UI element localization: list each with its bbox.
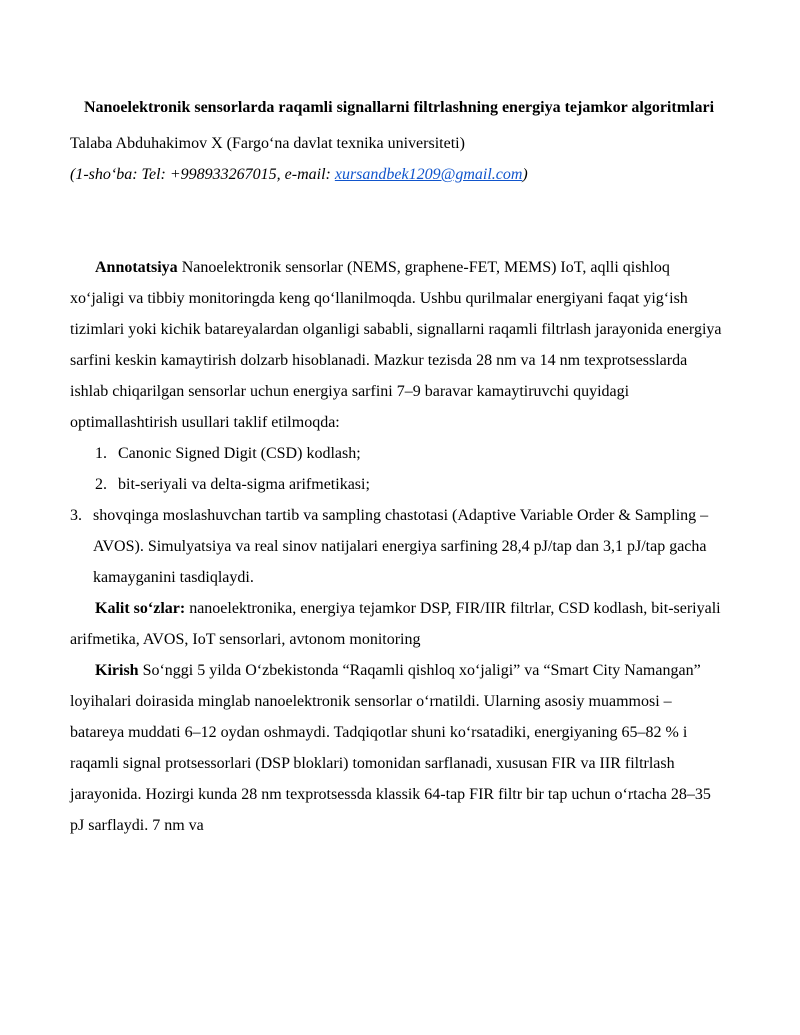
introduction-label: Kirish	[95, 662, 139, 679]
list-item-text: Canonic Signed Digit (CSD) kodlash;	[118, 445, 361, 462]
contact-prefix: (1-shoʻba: Tel: +998933267015, e-mail:	[70, 166, 335, 183]
annotation-text: Nanoelektronik sensorlar (NEMS, graphene-FET, MEMS) IoT, aqlli qishloq xoʻjaligi va tibbiy monitoringda keng qoʻllanilmoqda. Ushbu qurilmalar energiyani faqat yigʻish tizimlari yoki kichik batareyalardan olganligi sababli, signallarni raqamli filtrlash jarayonida energiya sarfini keskin kamaytirish dolzarb hisoblanadi. Mazkur tezisda 28 nm va 14 nm texprotsesslarda ishlab chiqarilgan sensorlar uchun energiya sarfini 7–9 baravar kamaytiruvchi quyidagi optimallashtirish usullari taklif etilmoqda:	[70, 259, 722, 431]
contact-suffix: )	[522, 166, 528, 183]
list-item	[95, 469, 728, 500]
keywords-paragraph	[70, 593, 728, 655]
list-item	[95, 438, 728, 469]
email-link[interactable]: xursandbek1209@gmail.com	[334, 166, 523, 183]
numbered-list	[70, 438, 728, 593]
list-item-number: 1.	[95, 445, 107, 462]
list-item-text: shovqinga moslashuvchan tartib va sampling chastotasi (Adaptive Variable Order & Sampling – AVOS). Simulyatsiya va real sinov natijalari energiya sarfining 28,4 pJ/tap dan 3,1 pJ/tap gacha kamayganini tasdiqlaydi.	[93, 507, 709, 586]
list-item-text: bit-seriyali va delta-sigma arifmetikasi;	[118, 476, 370, 493]
annotation-label: Annotatsiya	[95, 259, 178, 276]
contact-line	[70, 159, 728, 190]
keywords-label: Kalit soʻzlar:	[95, 600, 186, 617]
document-title: Nanoelektronik sensorlarda raqamli signallarni filtrlashning energiya tejamkor algoritmlari	[83, 99, 715, 116]
introduction-text: Soʻnggi 5 yilda Oʻzbekistonda “Raqamli qishloq xoʻjaligi” va “Smart City Namangan” loyihalari doirasida minglab nanoelektronik sensorlar oʻrnatildi. Ularning asosiy muammosi – batareya muddati 6–12 oydan oshmaydi. Tadqiqotlar shuni koʻrsatadiki, energiyaning 65–82 % i raqamli signal protsessorlari (DSP bloklari) tomonidan sarflanadi, xususan FIR va IIR filtrlash jarayonida. Hozirgi kunda 28 nm texprotsessda klassik 64-tap FIR filtr bir tap uchun oʻrtacha 28–35 pJ sarflaydi. 7 nm va	[70, 662, 711, 834]
author-line: Talaba Abduhakimov X (Fargoʻna davlat texnika universiteti)	[70, 135, 465, 152]
list-item-number: 2.	[95, 476, 107, 493]
introduction-paragraph	[70, 655, 728, 841]
keywords-text: nanoelektronika, energiya tejamkor DSP, FIR/IIR filtrlar, CSD kodlash, bit-seriyali arifmetika, AVOS, IoT sensorlari, avtonom monitoring	[70, 600, 721, 648]
annotation-paragraph	[70, 252, 728, 438]
list-item	[70, 500, 728, 593]
list-item-number: 3.	[70, 507, 82, 524]
